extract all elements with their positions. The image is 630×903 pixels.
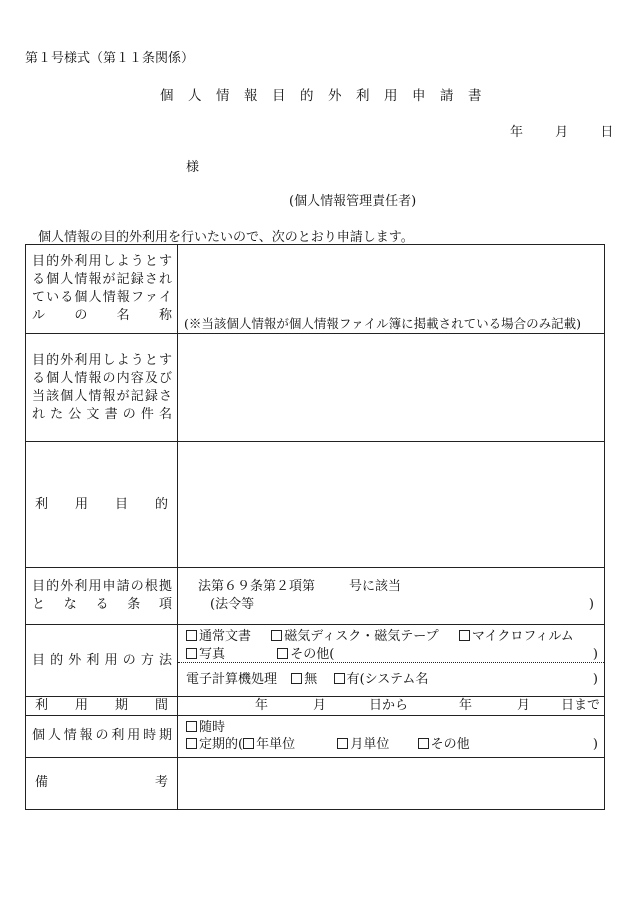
field-timing [178, 715, 605, 757]
row-remarks [26, 757, 605, 809]
computer-processing-label: 電子計算機処理 [186, 672, 278, 687]
field-content[interactable] [178, 334, 605, 442]
document-title: 個人情報目的外利用申請書 [160, 88, 496, 104]
timing-close: ) [592, 737, 598, 753]
row-method [26, 625, 605, 697]
checkbox-monthly[interactable]: 月単位 [337, 737, 389, 752]
form-number: 第１号様式（第１１条関係） [25, 51, 195, 66]
period-month-start: 月 [312, 698, 326, 713]
label-char: 目 [114, 496, 128, 512]
label-char: 間 [154, 698, 168, 713]
row-basis [26, 568, 605, 625]
application-form-table [25, 244, 605, 810]
label-file-name: 目的外利用しようとする個人情報が記録されている個人情報ファイルの名称 [26, 245, 178, 334]
checkbox-photo[interactable]: 写真 [186, 647, 225, 662]
date-year: 年 [510, 125, 524, 140]
period-year-end: 年 [458, 698, 472, 713]
label-char: 的 [154, 496, 168, 512]
checkbox-computer-none[interactable]: 無 [291, 672, 317, 687]
field-file-name[interactable] [178, 245, 605, 334]
basis-law-label: (法令等 [210, 597, 255, 612]
date-line [510, 124, 613, 142]
row-file-name [26, 245, 605, 334]
checkbox-other-method[interactable]: その他( [277, 647, 334, 662]
field-remarks[interactable] [178, 757, 605, 809]
period-until: 日まで [560, 698, 600, 713]
remarks-label [32, 774, 172, 792]
field-basis[interactable] [178, 568, 605, 625]
label-period [26, 697, 178, 716]
label-char: 備 [35, 775, 49, 791]
label-purpose [26, 442, 178, 568]
label-basis: 目的外利用申請の根拠となる条項 [26, 568, 178, 625]
period-from: 日から [368, 698, 408, 713]
purpose-label [32, 496, 172, 514]
period-month-end: 月 [516, 698, 530, 713]
date-day: 日 [600, 125, 614, 140]
checkbox-microfilm[interactable]: マイクロフィルム [459, 629, 574, 644]
checkbox-computer-yes[interactable]: 有(システム名 [334, 672, 429, 687]
label-char: 用 [74, 698, 88, 713]
label-method: 目的外利用の方法 [26, 625, 178, 697]
basis-item: 号に該当 [349, 579, 402, 595]
file-name-note: (※当該個人情報が個人情報ファイル簿に掲載されている場合のみ記載) [184, 315, 582, 331]
row-period [26, 697, 605, 716]
checkbox-disk[interactable]: 磁気ディスク・磁気テープ [271, 629, 438, 644]
system-name-close: ) [592, 672, 598, 687]
field-period[interactable] [178, 697, 605, 716]
label-char: 考 [154, 775, 168, 791]
other-method-close: ) [592, 646, 598, 662]
checkbox-periodic[interactable]: 定期的( [186, 737, 243, 752]
basis-article: 法第６９条第２項第 [198, 579, 316, 595]
checkbox-anytime[interactable]: 随時 [186, 720, 225, 735]
period-year-start: 年 [254, 698, 268, 713]
checkbox-timing-other[interactable]: その他 [418, 737, 470, 752]
addressee-suffix: 様 [186, 160, 200, 175]
label-char: 用 [74, 496, 88, 512]
label-content: 目的外利用しようとする個人情報の内容及び当該個人情報が記録された公文書の件名 [26, 334, 178, 442]
label-char: 期 [114, 698, 128, 713]
label-char: 利 [35, 496, 49, 512]
field-purpose[interactable] [178, 442, 605, 568]
basis-close: ) [588, 597, 594, 612]
field-method [178, 625, 605, 697]
intro-text: 個人情報の目的外利用を行いたいので、次のとおり申請します。 [38, 230, 414, 245]
checkbox-paper[interactable]: 通常文書 [186, 629, 251, 644]
period-label [32, 697, 172, 715]
row-content [26, 334, 605, 442]
date-month: 月 [555, 125, 569, 140]
label-timing: 個人情報の利用時期 [26, 715, 178, 757]
row-purpose [26, 442, 605, 568]
label-char: 利 [35, 698, 49, 713]
officer-title: (個人情報管理責任者) [289, 194, 417, 209]
checkbox-yearly[interactable]: 年単位 [243, 737, 295, 752]
label-remarks [26, 757, 178, 809]
row-timing [26, 715, 605, 757]
